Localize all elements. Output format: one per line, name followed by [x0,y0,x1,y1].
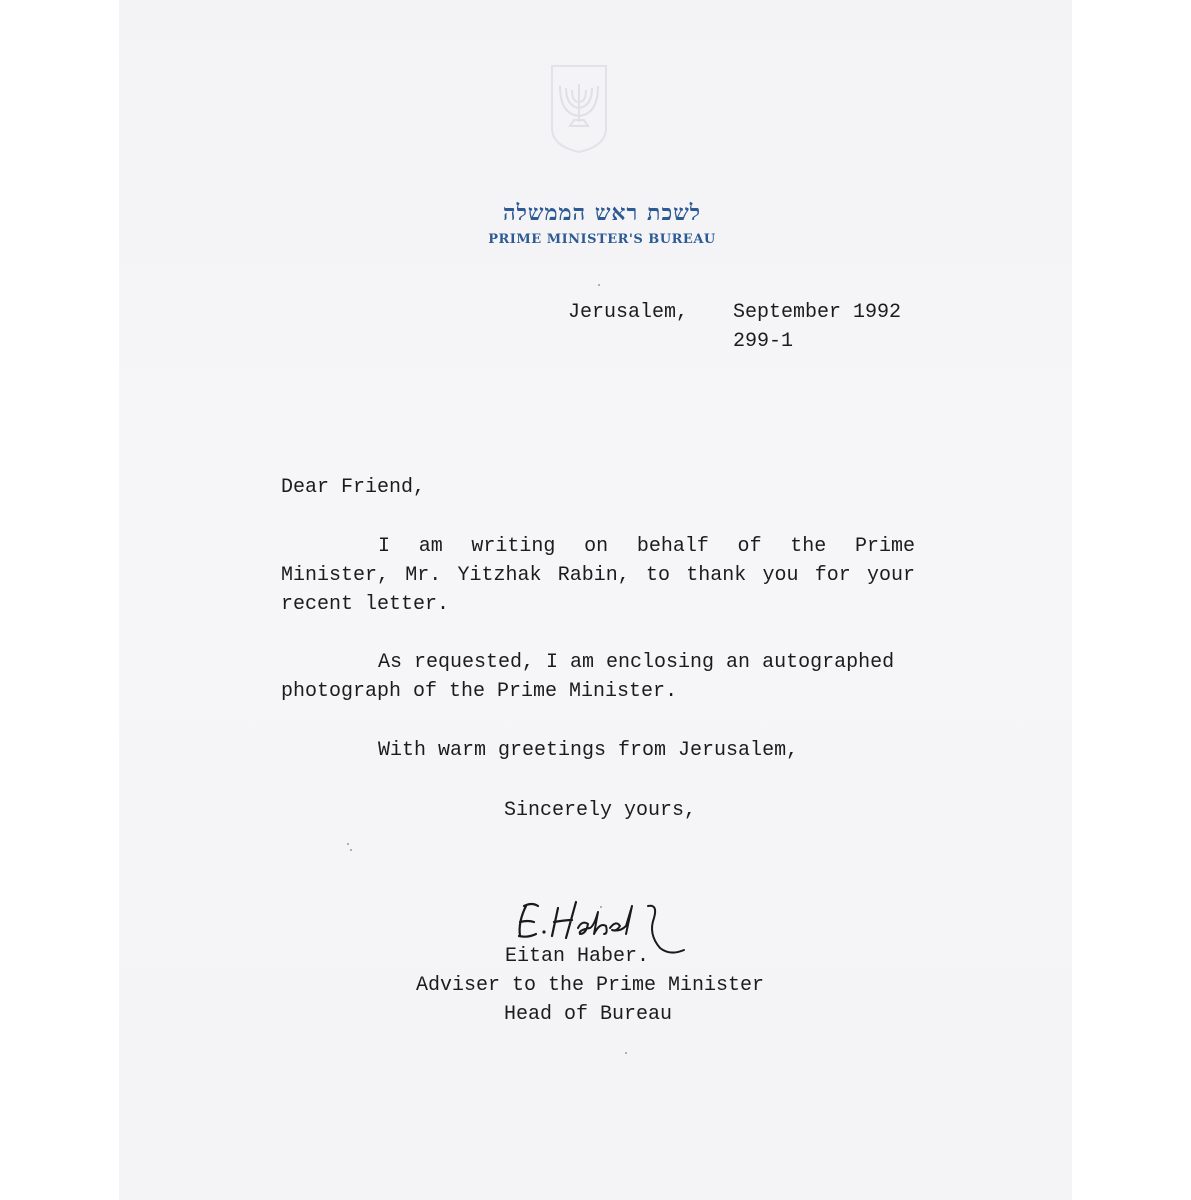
menorah-emblem-icon [548,62,610,154]
paragraph-1-line-2: Minister, Mr. Yitzhak Rabin, to thank you for your [281,564,915,587]
dateline-date: September 1992 [733,301,902,324]
letterhead-english: PRIME MINISTER'S BUREAU [488,232,716,247]
paper-speck [350,849,352,851]
paper-speck [625,1052,627,1054]
dateline-place: Jerusalem, [568,301,689,324]
signatory-name: Eitan Haber. [505,945,650,968]
closing: Sincerely yours, [504,799,697,822]
paper-speck [598,284,600,286]
signatory-title: Adviser to the Prime Minister [416,974,765,997]
salutation: Dear Friend, [281,476,426,499]
reference-number: 299-1 [733,330,794,353]
paper-speck [600,906,602,908]
paragraph-1-line-1: I am writing on behalf of the Prime [378,535,915,558]
paragraph-1-line-3: recent letter. [281,593,450,616]
signatory-office: Head of Bureau [504,1003,673,1026]
greeting-line: With warm greetings from Jerusalem, [378,739,799,762]
body-paragraph-1 [281,532,915,619]
letterhead-hebrew: לשכת ראש הממשלה [502,200,702,226]
paragraph-2-line-1: As requested, I am enclosing an autographed [378,651,895,674]
paper-speck [347,843,349,845]
paragraph-2-line-2: photograph of the Prime Minister. [281,680,678,703]
